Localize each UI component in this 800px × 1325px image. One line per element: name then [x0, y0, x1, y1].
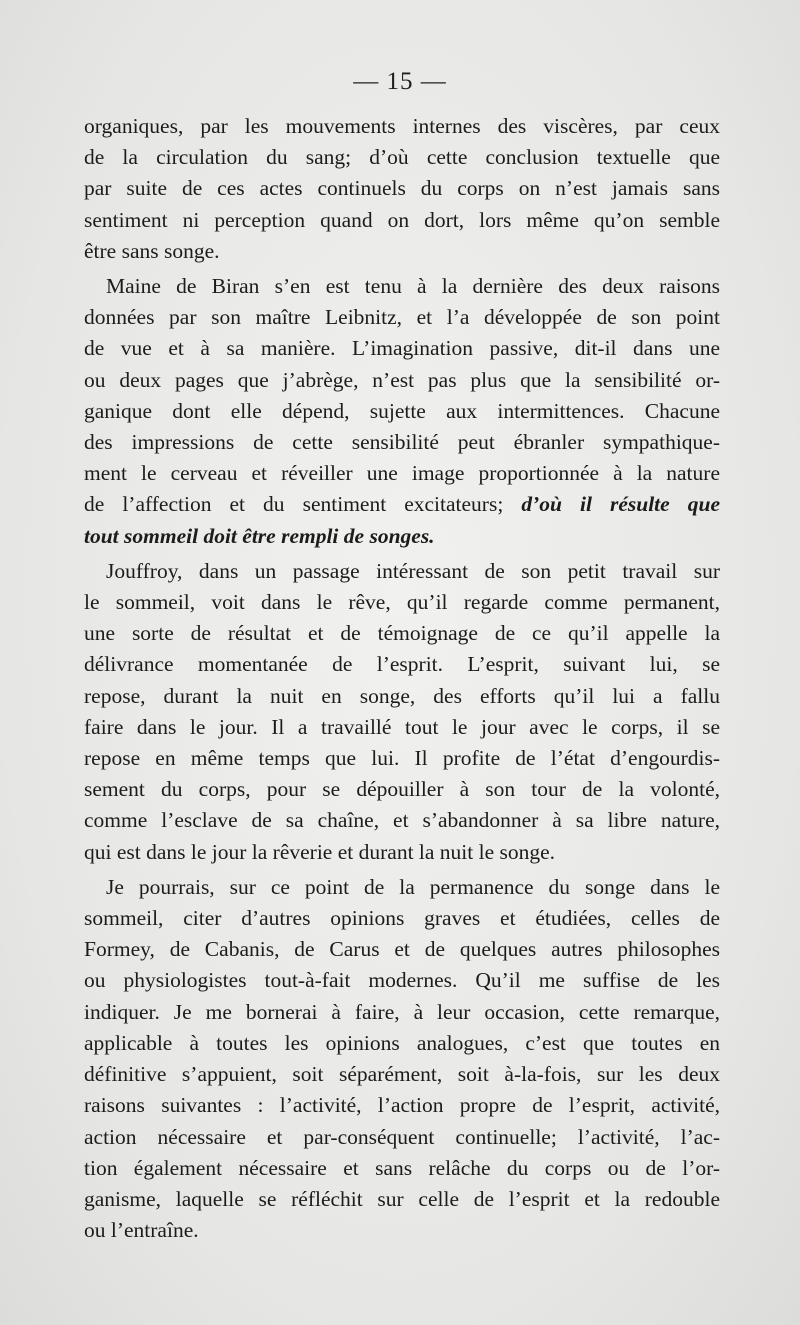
page-number: — 15 — — [353, 68, 447, 95]
text-line: repose en même temps que lui. Il profite de l’état d’engourdis- — [84, 746, 720, 771]
paragraph-3 — [84, 556, 720, 868]
text-line: sentiment ni perception quand on dort, lors même qu’on semble — [84, 207, 720, 232]
text-line: sommeil, citer d’autres opinions graves et étudiées, celles de — [84, 906, 720, 931]
text-line: ou l’entraîne. — [84, 1218, 199, 1243]
text-line: applicable à toutes les opinions analogues, c’est que toutes en — [84, 1030, 720, 1055]
text-line: délivrance momentanée de l’esprit. L’esprit, suivant lui, se — [84, 652, 720, 677]
text-line: définitive s’appuient, soit séparément, soit à-la-fois, sur les deux — [84, 1062, 720, 1087]
text-line: le sommeil, voit dans le rêve, qu’il regarde comme permanent, — [84, 590, 720, 615]
emphasis-text: tout sommeil doit être rempli de songes. — [84, 523, 435, 548]
paragraph-4 — [84, 872, 720, 1246]
text-line: ment le cerveau et réveiller une image proportionnée à la nature — [84, 461, 720, 486]
emphasis-text: d’où il résulte que — [521, 492, 720, 517]
text-line: des impressions de cette sensibilité peut ébranler sympathique- — [84, 430, 720, 455]
text-line: par suite de ces actes continuels du corps on n’est jamais sans — [84, 176, 720, 201]
paragraph-2 — [84, 271, 720, 552]
text-line: de la circulation du sang; d’où cette conclusion textuelle que — [84, 145, 720, 170]
text-line: ganisme, laquelle se réfléchit sur celle de l’esprit et la redouble — [84, 1186, 720, 1211]
text-line: raisons suivantes : l’activité, l’action propre de l’esprit, activité, — [84, 1093, 720, 1118]
text-line: Jouffroy, dans un passage intéressant de son petit travail sur — [106, 558, 720, 583]
text-line: ou deux pages que j’abrège, n’est pas plus que la sensibilité or- — [84, 367, 720, 392]
text-line: ganique dont elle dépend, sujette aux intermittences. Chacune — [84, 398, 720, 423]
text-line: Formey, de Cabanis, de Carus et de quelques autres philosophes — [84, 937, 720, 962]
text-line: tion également nécessaire et sans relâche du corps ou de l’or- — [84, 1155, 720, 1180]
text-line — [84, 489, 720, 520]
text-line: ou physiologistes tout-à-fait modernes. Qu’il me suffise de les — [84, 968, 720, 993]
text-line: action nécessaire et par-conséquent continuelle; l’activité, l’ac- — [84, 1124, 720, 1149]
text-segment: de l’affection et du sentiment excitateurs; — [84, 492, 522, 517]
text-line: indiquer. Je me bornerai à faire, à leur occasion, cette remarque, — [84, 999, 720, 1024]
text-line — [84, 521, 720, 552]
text-line: de vue et à sa manière. L’imagination passive, dit-il dans une — [84, 336, 720, 361]
paragraph-1 — [84, 111, 720, 267]
body-text — [84, 111, 720, 1250]
text-line: être sans songe. — [84, 238, 220, 263]
text-line: organiques, par les mouvements internes des viscères, par ceux — [84, 114, 720, 138]
text-line: une sorte de résultat et de témoignage de ce qu’il appelle la — [84, 621, 720, 646]
text-line: sement du corps, pour se dépouiller à son tour de la volonté, — [84, 777, 720, 802]
text-line: qui est dans le jour la rêverie et durant la nuit le songe. — [84, 839, 556, 864]
text-line: comme l’esclave de sa chaîne, et s’abandonner à sa libre nature, — [84, 808, 720, 833]
text-line: faire dans le jour. Il a travaillé tout le jour avec le corps, il se — [84, 714, 720, 739]
text-line: données par son maître Leibnitz, et l’a développée de son point — [84, 305, 720, 330]
text-line: repose, durant la nuit en songe, des efforts qu’il lui a fallu — [84, 683, 720, 708]
text-line: Je pourrais, sur ce point de la permanence du songe dans le — [106, 874, 720, 899]
text-line: Maine de Biran s’en est tenu à la dernière des deux raisons — [106, 274, 720, 299]
